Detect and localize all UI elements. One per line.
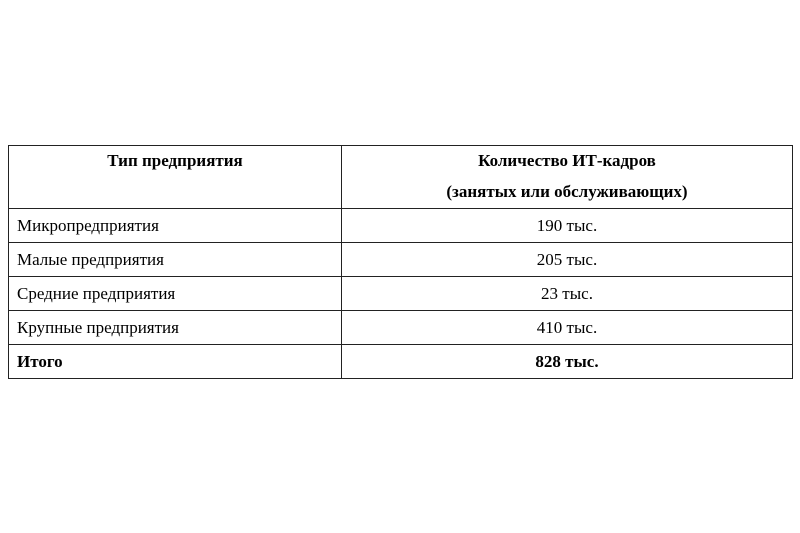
table-row [9, 209, 793, 243]
header-enterprise-type [9, 146, 342, 209]
table-total-row [9, 345, 793, 379]
cell-it-staff-count: 190 тыс. [342, 209, 793, 243]
cell-enterprise-type: Микропредприятия [9, 209, 342, 243]
it-staff-table [8, 145, 793, 379]
header-it-staff-count [342, 146, 793, 209]
table-header-row [9, 146, 793, 209]
cell-enterprise-type: Малые предприятия [9, 243, 342, 277]
cell-total-count: 828 тыс. [342, 345, 793, 379]
document-table-container [8, 145, 792, 379]
cell-enterprise-type: Крупные предприятия [9, 311, 342, 345]
header-it-staff-count-line2: (занятых или обслуживающих) [446, 182, 688, 201]
cell-it-staff-count: 23 тыс. [342, 277, 793, 311]
table-row [9, 277, 793, 311]
header-enterprise-type-label: Тип предприятия [107, 151, 243, 170]
header-it-staff-count-line1: Количество ИТ-кадров [478, 151, 656, 170]
cell-enterprise-type: Средние предприятия [9, 277, 342, 311]
cell-it-staff-count: 205 тыс. [342, 243, 793, 277]
table-row [9, 311, 793, 345]
cell-total-label: Итого [9, 345, 342, 379]
cell-it-staff-count: 410 тыс. [342, 311, 793, 345]
table-row [9, 243, 793, 277]
